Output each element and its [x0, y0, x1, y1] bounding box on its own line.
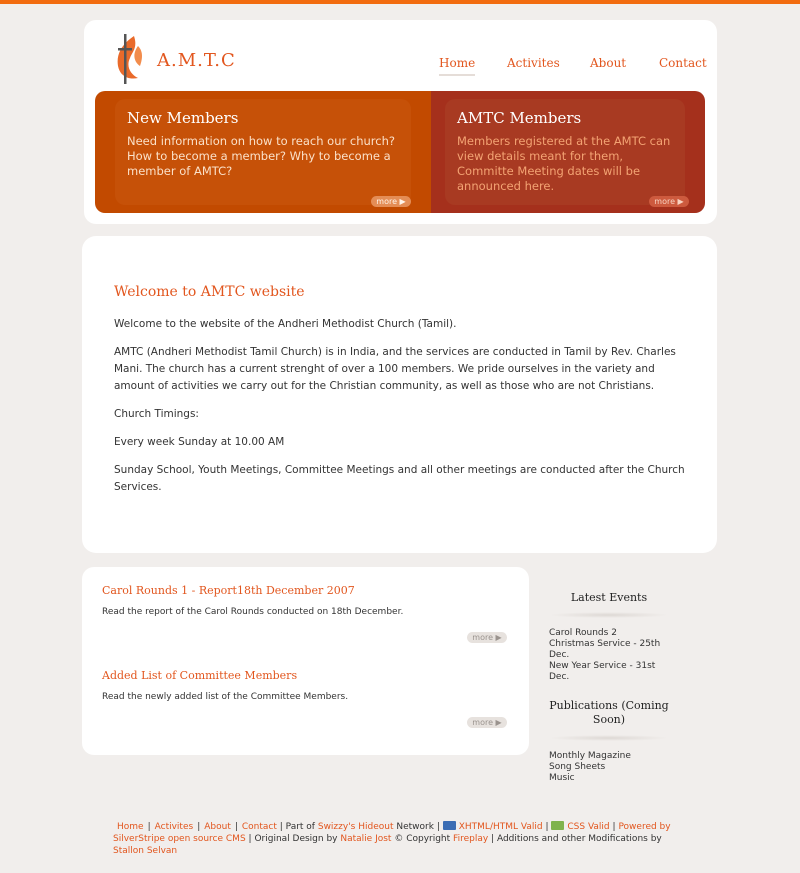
amtc-members-more-button[interactable]: more ▶ [649, 196, 689, 207]
sidebar [549, 580, 669, 784]
footer-xhtml-link[interactable]: XHTML/HTML Valid [458, 822, 543, 832]
separator: | [612, 822, 616, 832]
footer-css-link[interactable]: CSS Valid [567, 822, 610, 832]
amtc-members-panel [431, 91, 705, 213]
header [84, 20, 717, 224]
latest-events-title: Latest Events [570, 591, 648, 604]
list-item[interactable]: Music [549, 773, 575, 783]
list-item[interactable]: New Year Service - 31st Dec. [549, 661, 656, 682]
paragraph: Every week Sunday at 10.00 AM [114, 436, 285, 448]
site-title[interactable]: A.M.T.C [157, 50, 236, 71]
footer-link-contact[interactable]: Contact [241, 822, 277, 832]
amtc-members-title: AMTC Members [457, 109, 582, 127]
footer-designer-link[interactable]: Natalie Jost [340, 834, 392, 844]
news-section [82, 567, 529, 755]
separator: | [545, 822, 549, 832]
list-item[interactable]: Monthly Magazine [549, 751, 631, 761]
new-members-inner [115, 99, 411, 205]
nav-contact[interactable]: Contact [659, 56, 707, 70]
feature-banner [95, 91, 705, 213]
publications-title: Publications (Coming Soon) [549, 699, 669, 726]
w3c-xhtml-icon [443, 821, 456, 830]
welcome-text [114, 316, 689, 507]
news-item [102, 669, 507, 727]
separator: | [197, 822, 201, 832]
new-members-panel [95, 91, 431, 213]
new-members-more-button[interactable]: more ▶ [371, 196, 411, 207]
amtc-members-text: Members registered at the AMTC can view details meant for them, Committe Meeting dates will be announced here. [457, 134, 671, 193]
divider [549, 735, 669, 741]
list-item[interactable]: Carol Rounds 2 [549, 628, 617, 638]
footer-link-about[interactable]: About [204, 822, 231, 832]
news-title[interactable]: Added List of Committee Members [102, 669, 298, 682]
welcome-section [82, 236, 717, 553]
paragraph: AMTC (Andheri Methodist Tamil Church) is in India, and the services are conducted in Tamil by Rev. Charles Mani. The church has a current strenght of over a 100 members. We pride ourselves in the variety and amount of activities we carry out for the Christian community, as well as those who are not Christians. [114, 346, 676, 392]
separator: | [147, 822, 151, 832]
news-more-button[interactable]: more ▶ [467, 632, 507, 643]
w3c-css-icon [551, 821, 564, 830]
paragraph: Church Timings: [114, 408, 199, 420]
separator: | [234, 822, 238, 832]
paragraph: Sunday School, Youth Meetings, Committee Meetings and all other meetings are conducted after the Church Services. [114, 464, 685, 493]
footer-fireplay-link[interactable]: Fireplay [453, 834, 489, 844]
news-title[interactable]: Carol Rounds 1 - Report18th December 2007 [102, 584, 355, 597]
new-members-text: Need information on how to reach our church? How to become a member? Why to become a member of AMTC? [127, 134, 395, 178]
footer-network: Network | [396, 822, 440, 832]
top-accent-bar [0, 0, 800, 4]
list-item[interactable]: Song Sheets [549, 762, 606, 772]
nav-home[interactable]: Home [439, 56, 475, 76]
footer-original-design: | Original Design by [248, 834, 338, 844]
main-nav [84, 56, 717, 76]
footer-copyright: © Copyright [394, 834, 451, 844]
footer-modifications: | Additions and other Modifications by [491, 834, 662, 844]
nav-about[interactable]: About [590, 56, 627, 70]
nav-activites[interactable]: Activites [507, 56, 560, 70]
amtc-members-inner [445, 99, 685, 205]
footer-network-link[interactable]: Swizzy's Hideout [317, 822, 394, 832]
footer-part-of: | Part of [279, 822, 315, 832]
divider [549, 612, 669, 618]
footer [113, 821, 673, 857]
paragraph: Welcome to the website of the Andheri Methodist Church (Tamil). [114, 318, 457, 330]
footer-powered-link[interactable]: Powered by SilverStripe open source CMS [113, 822, 671, 844]
latest-events-list [549, 628, 669, 683]
new-members-title: New Members [127, 109, 239, 127]
news-item [102, 584, 507, 642]
footer-modder-link[interactable]: Stallon Selvan [113, 846, 178, 856]
news-text: Read the report of the Carol Rounds conducted on 18th December. [102, 607, 404, 617]
footer-link-activites[interactable]: Activites [154, 822, 194, 832]
news-more-button[interactable]: more ▶ [467, 717, 507, 728]
publications-list [549, 751, 669, 784]
footer-link-home[interactable]: Home [117, 822, 144, 832]
welcome-heading: Welcome to AMTC website [114, 284, 305, 300]
news-text: Read the newly added list of the Committee Members. [102, 692, 349, 702]
list-item[interactable]: Christmas Service - 25th Dec. [549, 639, 661, 660]
